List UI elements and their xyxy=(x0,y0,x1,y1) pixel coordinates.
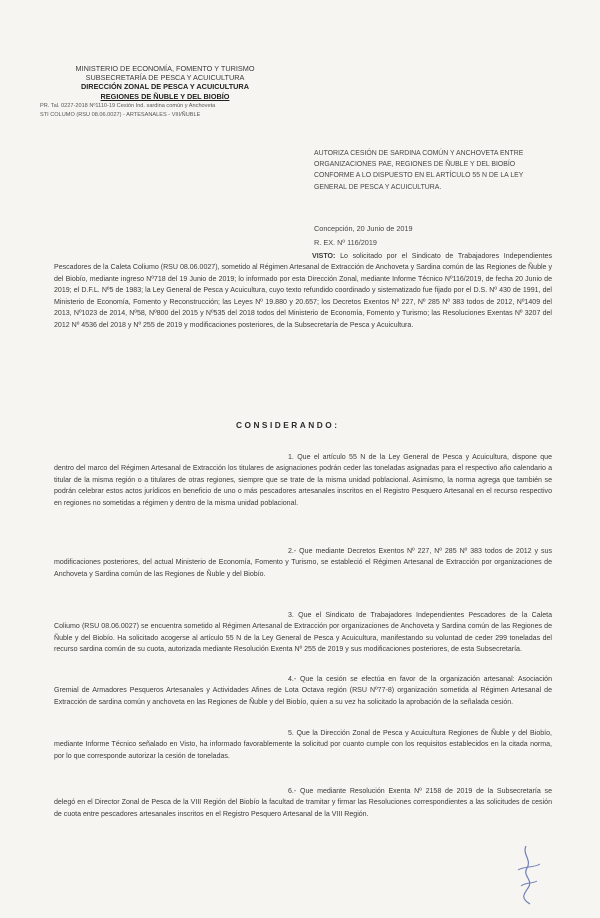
letterhead xyxy=(40,64,290,119)
file-reference-2: STI COLUMO (RSU 08.06.0027) - ARTESANALES - VIII/ÑUBLE xyxy=(40,111,201,118)
considerando-5: 5. Que la Dirección Zonal de Pesca y Acuicultura Regiones de Ñuble y del Biobío, mediante Informe Técnico señalado en Visto, ha informado favorablemente la solicitud por cuanto cumple con los requisitos establecidos en la citada norma, por lo que corresponde autorizar la cesión de toneladas. xyxy=(54,730,552,760)
considerando-2: 2.- Que mediante Decretos Exentos Nº 227, Nº 285 Nº 383 todos de 2012 y sus modificaciones posteriores, del actual Ministerio de Economía, Fomento y Turismo, se estableció el Régimen Artesanal de Extracción por organizaciones de Anchoveta y Sardina común de las Regiones de Ñuble y del Biobío. xyxy=(54,548,552,578)
considerando-6: 6.- Que mediante Resolución Exenta Nº 2158 de 2019 de la Subsecretaría se delegó en el Director Zonal de Pesca de la VIII Región del Biobío la facultad de tramitar y firmar las Resoluciones correspondientes a las solicitudes de cesión de cuota entre pescadores artesanales inscritos en el Registro Pesquero Artesanal de la VIII Región. xyxy=(54,788,552,818)
visto-text: Lo solicitado por el Sindicato de Trabajadores Independientes Pescadores de la Caleta Coliumo (RSU 08.06.0027), sometido al Régimen Artesanal de Extracción de Anchoveta y Sardina común de las Regiones de Ñuble y del Biobío, mediante ingreso Nº718 del 19 Junio de 2019; lo informado por esta Dirección Zonal, mediante Informe Técnico Nº116/2019, de fecha 20 Junio de 2019; el D.F.L. Nº5 de 1983; la Ley General de Pesca y Acuicultura, cuyo texto refundido coordinado y sistematizado fue fijado por el D.S. Nº 430 de 1991, del Ministerio de Economía, Fomento y Reconstrucción; las Leyes Nº 19.880 y 20.657; los Decretos Exentos Nº 227, Nº 285 Nº 383 todos de 2012, Nº1409 del 2013, Nº1023 de 2014, Nº58, Nº800 del 2015 y Nº535 del 2018 todos del Ministerio de Economía, Fomento y Turismo; las Resoluciones Exentas Nº 3207 del 2012 Nº 4536 del 2018 y Nº 255 de 2019 y modificaciones posteriores, de la Subsecretaría de Pesca y Acuicultura. xyxy=(54,253,552,329)
visto-paragraph xyxy=(54,251,552,331)
considerando-4: 4.- Que la cesión se efectúa en favor de la organización artesanal: Asociación Gremial de Armadores Pesqueros Artesanales y Actividades Afines de Lota Octava región (RSU Nº77-8) organización sometida al Régimen Artesanal de Extracción de sardina común y anchoveta en las Regiones de Ñuble y del Biobío, quien a su vez ha solicitado la aprobación de la señalada cesión. xyxy=(54,676,552,706)
considerando-heading: CONSIDERANDO: xyxy=(236,420,340,430)
considerando-1: 1. Que el artículo 55 N de la Ley General de Pesca y Acuicultura, dispone que dentro del marco del Régimen Artesanal de Extracción los titulares de asignaciones podrán ceder las toneladas asignadas para el respectivo año calendario a titular de la misma región o a titulares de otras regiones, siempre que se trate de la misma unidad poblacional. Asimismo, la norma agrega que también se podrán celebrar estos actos jurídicos en beneficio de uno o más pescadores artesanales inscritos en el Registro Pesquero Artesanal en el recurso respectivo en regiones no sometidas a régimen y dentro de la misma unidad poblacional. xyxy=(54,454,552,507)
place-date: Concepción, 20 Junio de 2019 xyxy=(314,224,413,233)
file-reference-1: PR. Tal. 0227-2018 Nº1110-19 Cesión Ind. sardina común y Anchoveta xyxy=(40,102,216,109)
directorate-line: DIRECCIÓN ZONAL DE PESCA Y ACUICULTURA xyxy=(81,82,249,92)
considerando-3: 3. Que el Sindicato de Trabajadores Independientes Pescadores de la Caleta Coliumo (RSU 08.06.0027) se encuentra sometido al Régimen Artesanal de Extracción por organizaciones de Anchoveta y Sardina común de las Regiones de Ñuble y del Biobío. Ha solicitado acogerse al artículo 55 N de la Ley General de Pesca y Acuicultura, manifestando su voluntad de ceder 299 toneladas del recurso sardina común de su cuota, autorizada mediante Resolución Exenta Nº 255 de 2019 y sus modificaciones posteriores, de esta Subsecretaría. xyxy=(54,612,552,654)
handwritten-initial-signature xyxy=(508,842,548,908)
visto-label: VISTO: xyxy=(312,253,336,260)
resolution-number: R. EX. Nº 116/2019 xyxy=(314,238,377,247)
ministry-line: MINISTERIO DE ECONOMÍA, FOMENTO Y TURISMO xyxy=(75,64,255,73)
subsecretariat-line: SUBSECRETARÍA DE PESCA Y ACUICULTURA xyxy=(85,73,245,83)
regions-line: REGIONES DE ÑUBLE Y DEL BIOBÍO xyxy=(100,91,230,101)
resolution-subject: AUTORIZA CESIÓN DE SARDINA COMÚN Y ANCHOVETA ENTRE ORGANIZACIONES PAE, REGIONES DE ÑUBLE Y DEL BIOBÍO CONFORME A LO DISPUESTO EN EL ARTÍCULO 55 N DE LA LEY GENERAL DE PESCA Y ACUICULTURA. xyxy=(314,150,524,191)
